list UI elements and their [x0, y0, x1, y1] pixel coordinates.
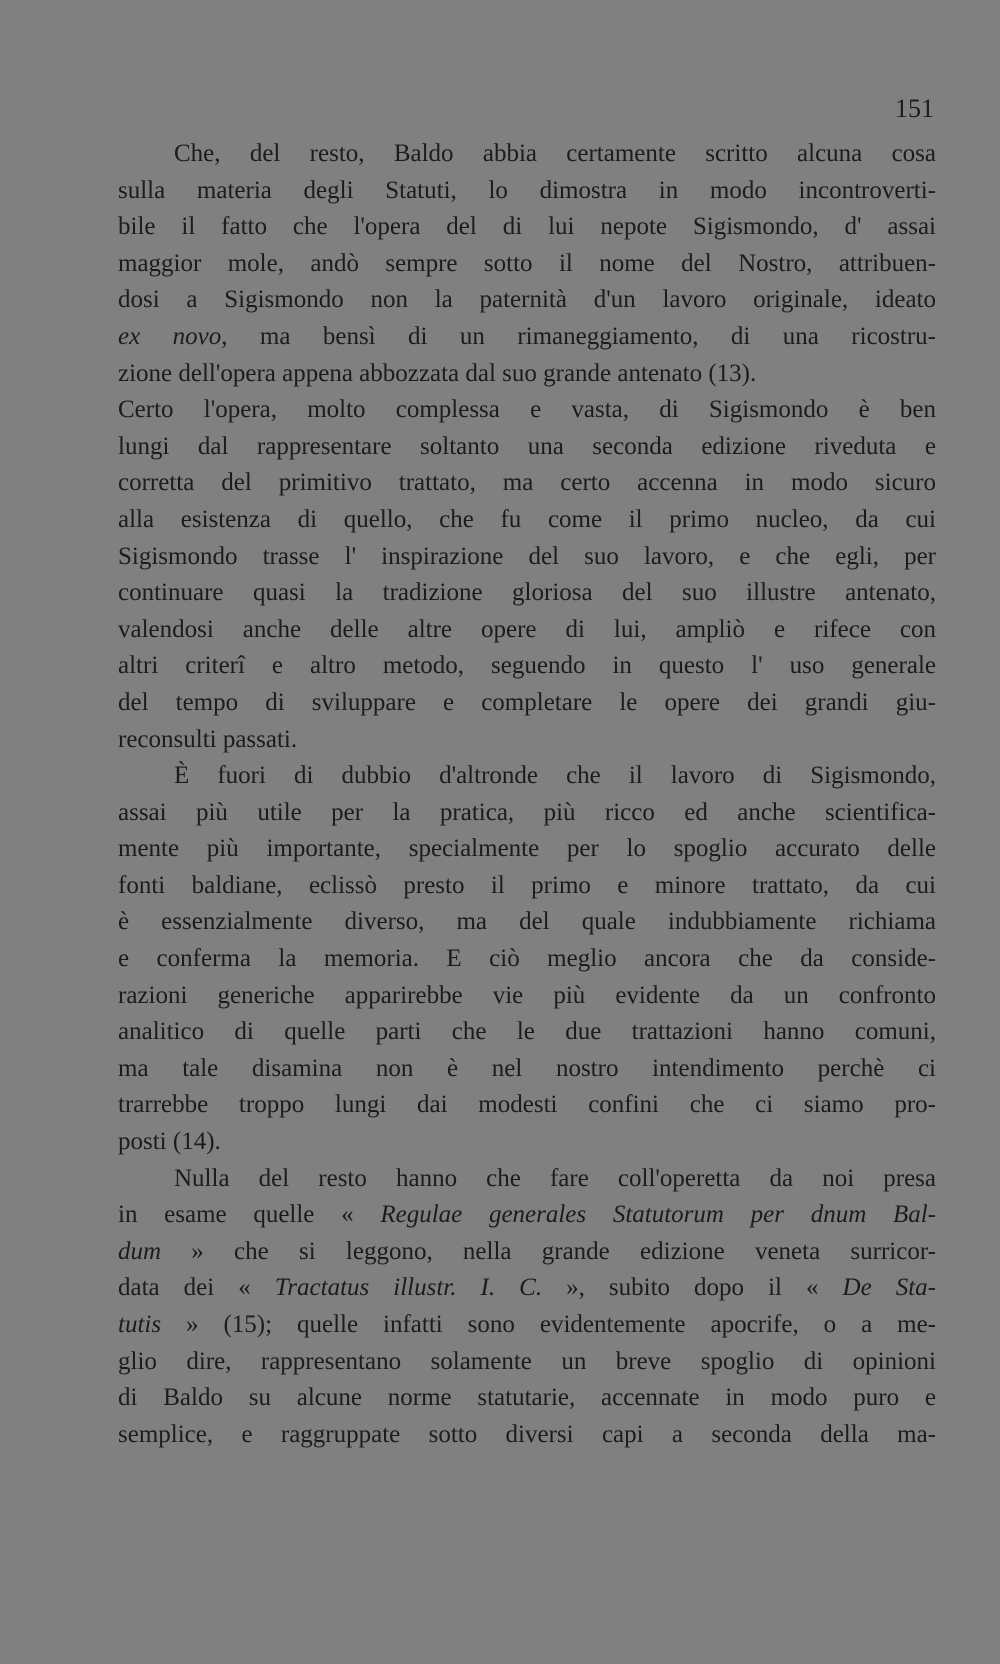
- text-line: [118, 539, 936, 576]
- text-line: [118, 722, 936, 759]
- text-segment: è essenzialmente diverso, ma del quale indubbiamente richiama: [118, 908, 936, 936]
- text-segment: analitico di quelle parti che le due trattazioni hanno comuni,: [118, 1018, 936, 1046]
- text-segment: posti (14).: [118, 1128, 221, 1156]
- text-line: [118, 502, 936, 539]
- text-line: [118, 575, 936, 612]
- text-segment: » (15); quelle infatti sono evidentemente apocrife, o a me-: [161, 1311, 936, 1338]
- text-segment: fonti baldiane, eclissò presto il primo e minore trattato, da cui: [118, 871, 936, 899]
- text-line: [118, 1124, 936, 1161]
- text-line: [118, 1087, 936, 1124]
- text-line: [118, 173, 936, 210]
- text-line: [118, 1417, 936, 1454]
- italic-text-segment: tutis: [118, 1311, 162, 1338]
- text-segment: mente più importante, specialmente per lo spoglio accurato delle: [118, 835, 936, 863]
- text-line: [118, 1307, 936, 1344]
- text-line: [118, 1270, 936, 1307]
- text-line: [118, 648, 936, 685]
- page-number: 151: [895, 94, 934, 123]
- text-segment: glio dire, rappresentano solamente un breve spoglio di opinioni: [118, 1347, 936, 1375]
- text-segment: del tempo di sviluppare e completare le opere dei grandi giu-: [118, 688, 936, 716]
- text-segment: lungi dal rappresentare soltanto una seconda edizione riveduta e: [118, 432, 936, 460]
- text-line: [118, 1197, 936, 1234]
- italic-text-segment: ex novo: [118, 322, 222, 350]
- text-line: [118, 1051, 936, 1088]
- italic-text-segment: Tractatus illustr. I. C.: [274, 1274, 543, 1302]
- text-segment: e conferma la memoria. E ciò meglio ancora che da conside-: [118, 945, 936, 973]
- text-segment: di Baldo su alcune norme statutarie, accennate in modo puro e: [118, 1384, 936, 1412]
- italic-text-segment: dum: [118, 1237, 162, 1265]
- text-line: [118, 758, 936, 795]
- text-segment: », subito dopo il «: [542, 1274, 843, 1302]
- text-line: [118, 282, 936, 319]
- text-line: [118, 1380, 936, 1417]
- text-segment: valendosi anche delle altre opere di lui, ampliò e rifece con: [118, 615, 936, 643]
- text-segment: trarrebbe troppo lungi dai modesti confini che ci siamo pro-: [118, 1091, 936, 1119]
- text-segment: semplice, e raggruppate sotto diversi capi a seconda della ma-: [118, 1420, 936, 1448]
- text-line: [118, 978, 936, 1015]
- text-segment: » che si leggono, nella grande edizione veneta surricor-: [161, 1237, 936, 1265]
- text-segment: maggior mole, andò sempre sotto il nome del Nostro, attribuen-: [118, 249, 936, 277]
- text-segment: razioni generiche apparirebbe vie più evidente da un confronto: [118, 981, 936, 1009]
- text-segment: assai più utile per la pratica, più ricco ed anche scientifica-: [118, 798, 936, 826]
- text-line: [118, 356, 936, 393]
- text-segment: Certo l'opera, molto complessa e vasta, di Sigismondo è ben: [118, 396, 936, 424]
- body-text: [118, 136, 936, 1453]
- text-segment: zione dell'opera appena abbozzata dal suo grande antenato (13).: [118, 359, 757, 387]
- italic-text-segment: Regulae generales Statutorum per dnum Bal-: [380, 1201, 936, 1229]
- text-line: [118, 795, 936, 832]
- text-line: [118, 868, 936, 905]
- text-line: [118, 209, 936, 246]
- text-segment: data dei «: [118, 1274, 275, 1302]
- text-segment: alla esistenza di quello, che fu come il primo nucleo, da cui: [118, 505, 936, 533]
- text-line: [118, 136, 936, 173]
- text-segment: altri criterî e altro metodo, seguendo in questo l' uso generale: [118, 652, 936, 680]
- text-line: [118, 685, 936, 722]
- text-segment: Che, del resto, Baldo abbia certamente scritto alcuna cosa: [174, 140, 936, 167]
- text-segment: , ma bensì di un rimaneggiamento, di una ricostru-: [221, 322, 936, 350]
- text-segment: dosi a Sigismondo non la paternità d'un lavoro originale, ideato: [118, 286, 936, 314]
- text-line: [118, 392, 936, 429]
- text-segment: sulla materia degli Statuti, lo dimostra in modo incontroverti-: [118, 176, 936, 204]
- text-line: [118, 1161, 936, 1198]
- text-segment: ma tale disamina non è nel nostro intendimento perchè ci: [118, 1054, 936, 1082]
- text-line: [118, 465, 936, 502]
- text-line: [118, 831, 936, 868]
- text-segment: È fuori di dubbio d'altronde che il lavoro di Sigismondo,: [174, 762, 936, 790]
- text-segment: Nulla del resto hanno che fare coll'operetta da noi presa: [174, 1164, 936, 1192]
- text-segment: corretta del primitivo trattato, ma certo accenna in modo sicuro: [118, 469, 936, 497]
- text-line: [118, 429, 936, 466]
- text-segment: continuare quasi la tradizione gloriosa del suo illustre antenato,: [118, 579, 936, 607]
- text-line: [118, 1344, 936, 1381]
- text-line: [118, 319, 936, 356]
- text-segment: Sigismondo trasse l' inspirazione del suo lavoro, e che egli, per: [118, 542, 936, 570]
- text-line: [118, 904, 936, 941]
- italic-text-segment: De Sta-: [842, 1274, 936, 1302]
- text-line: [118, 1234, 936, 1271]
- text-line: [118, 612, 936, 649]
- text-line: [118, 246, 936, 283]
- text-line: [118, 941, 936, 978]
- text-segment: bile il fatto che l'opera del di lui nepote Sigismondo, d' assai: [118, 213, 936, 241]
- text-segment: reconsulti passati.: [118, 725, 298, 753]
- text-segment: in esame quelle «: [118, 1201, 381, 1229]
- text-line: [118, 1014, 936, 1051]
